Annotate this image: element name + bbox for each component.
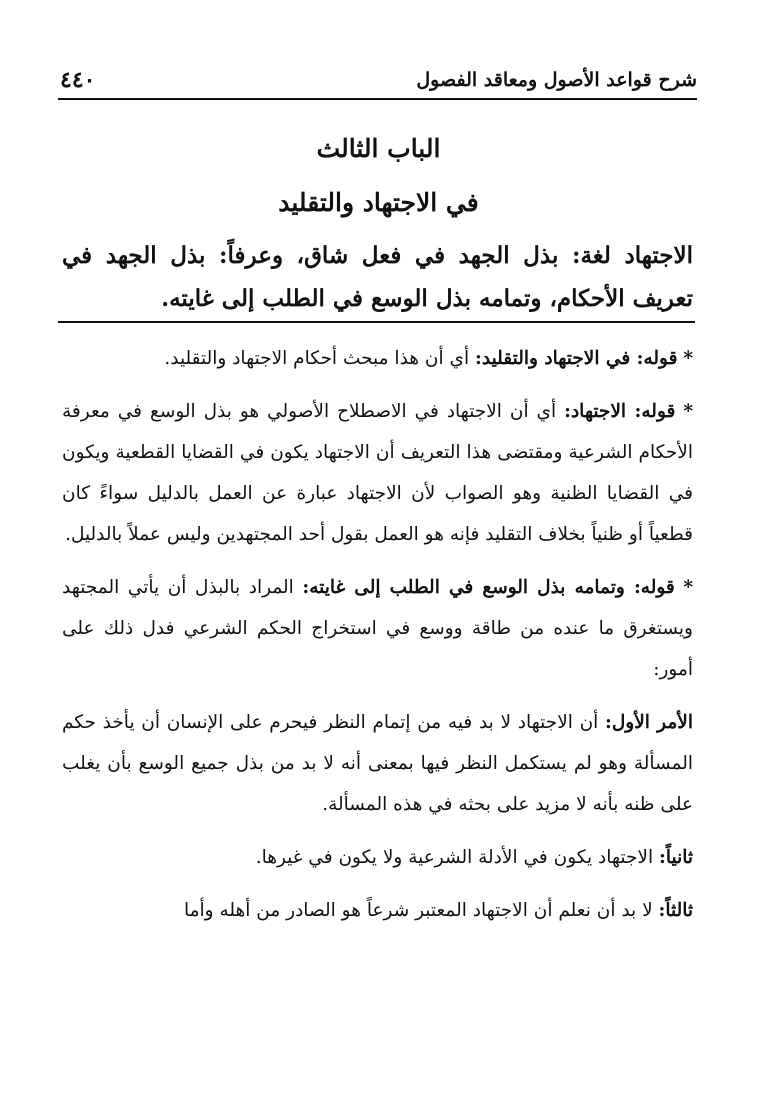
commentary-paragraph — [62, 890, 693, 931]
chapter-subtitle: في الاجتهاد والتقليد — [278, 188, 479, 217]
commentary-paragraph — [62, 338, 693, 379]
page-number: ٤٤٠ — [60, 67, 96, 93]
paragraph-text: الاجتهاد يكون في الأدلة الشرعية ولا يكون في غيرها. — [255, 847, 660, 868]
paragraph-lead: قوله: وتمامه بذل الوسع في الطلب إلى غايته: — [302, 577, 675, 598]
paragraph-lead: قوله: الاجتهاد: — [564, 401, 676, 422]
page-header — [60, 62, 697, 98]
paragraph-text: لا بد أن نعلم أن الاجتهاد المعتبر شرعاً هو الصادر من أهله وأما — [183, 900, 659, 921]
commentary-paragraph — [62, 391, 693, 555]
paragraph-text: أي أن هذا مبحث أحكام الاجتهاد والتقليد. — [164, 348, 476, 369]
paragraph-text: المراد بالبذل أن يأتي المجتهد ويستغرق ما عنده من طاقة ووسع في استخراج الحكم الشرعي فدل ذلك على أمور: — [62, 577, 693, 680]
paragraph-marker: * — [683, 577, 693, 598]
commentary — [62, 338, 693, 1078]
main-text-divider — [58, 321, 695, 323]
commentary-paragraph — [62, 567, 693, 690]
header-divider — [58, 98, 697, 100]
chapter-title: الباب الثالث — [316, 134, 441, 163]
running-title: شرح قواعد الأصول ومعاقد الفصول — [416, 69, 697, 91]
paragraph-lead: ثانياً: — [659, 847, 693, 868]
paragraph-marker: * — [683, 348, 693, 369]
commentary-paragraph — [62, 837, 693, 878]
paragraph-marker: * — [683, 401, 693, 422]
paragraph-lead: قوله: في الاجتهاد والتقليد: — [475, 348, 678, 369]
commentary-paragraph — [62, 702, 693, 825]
paragraph-text: أن الاجتهاد لا بد فيه من إتمام النظر فيحرم على الإنسان أن يأخذ حكم المسألة وهو لم يستكمل النظر فيها بمعنى أنه لا بد من بذل جميع الوسع بأن يغلب على ظنه بأنه لا مزيد على بحثه في هذه المسألة. — [62, 712, 693, 815]
main-text: الاجتهاد لغة: بذل الجهد في فعل شاق، وعرفاً: بذل الجهد في تعريف الأحكام، وتمامه بذل الوسع في الطلب إلى غايته. — [62, 242, 693, 312]
paragraph-lead: ثالثاً: — [658, 900, 693, 921]
paragraph-lead: الأمر الأول: — [605, 712, 693, 733]
paragraph-text: أي أن الاجتهاد في الاصطلاح الأصولي هو بذل الوسع في معرفة الأحكام الشرعية ومقتضى هذا التعريف أن الاجتهاد يكون في القضايا القطعية ويكون في القضايا الظنية وهو الصواب لأن الاجتهاد عبارة عن العمل بالدليل سواءً كان قطعياً أو ظنياً بخلاف التقليد فإنه هو العمل بقول أحد المجتهدين وليس عملاً بالدليل. — [62, 401, 693, 545]
